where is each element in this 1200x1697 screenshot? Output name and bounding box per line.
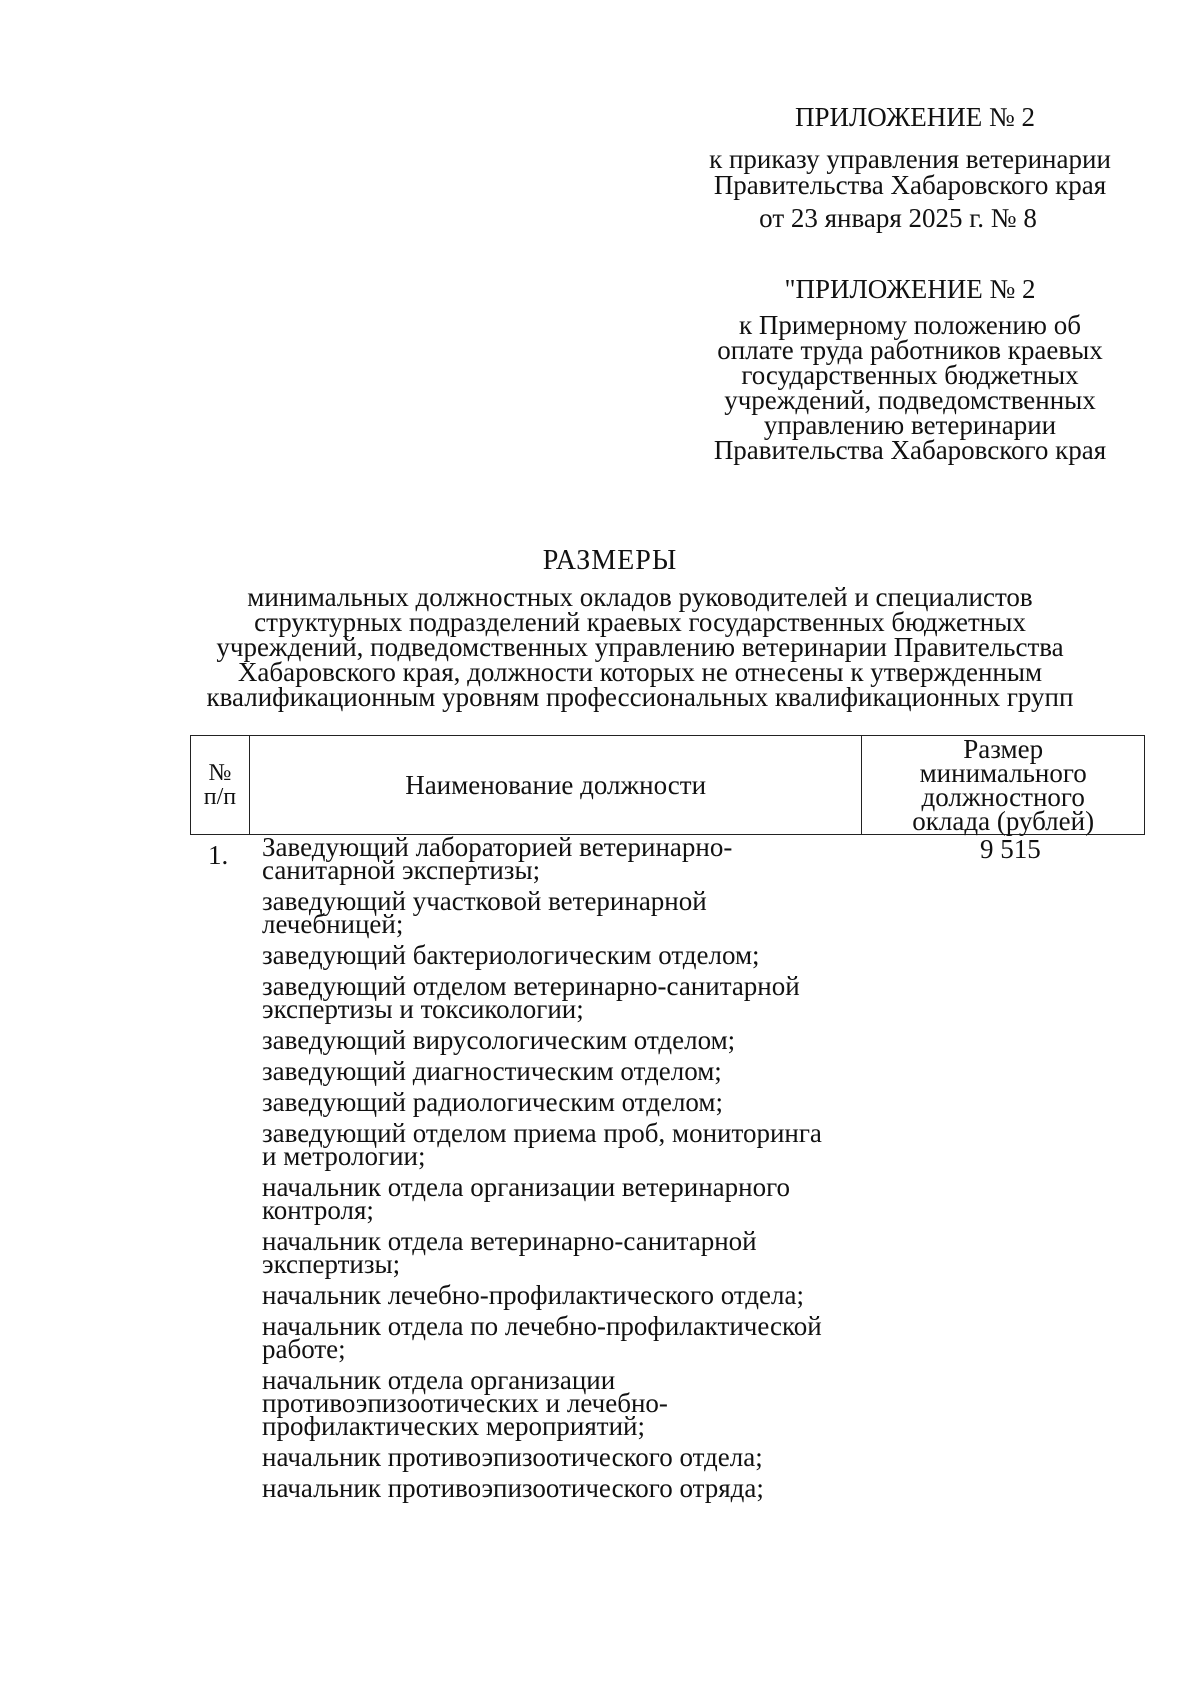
position-line: начальник отдела организации ветеринарного xyxy=(262,1172,791,1202)
header-size-line: оклада (рублей) xyxy=(912,806,1095,836)
position-line: начальник противоэпизоотического отдела; xyxy=(262,1442,763,1472)
header-number-sign: № xyxy=(208,760,232,786)
position-line: профилактических мероприятий; xyxy=(262,1411,645,1441)
position-line: заведующий отделом ветеринарно-санитарной xyxy=(262,971,800,1001)
position-item xyxy=(262,1025,902,1055)
position-item xyxy=(262,1365,902,1441)
position-item xyxy=(262,1226,902,1279)
position-item xyxy=(262,940,902,970)
position-item xyxy=(262,1172,902,1225)
position-line: начальник отдела организации xyxy=(262,1365,616,1395)
appendix-title: ПРИЛОЖЕНИЕ № 2 xyxy=(794,102,1036,132)
subtitle-line: Хабаровского края, должности которых не отнесены к утвержденным xyxy=(237,657,1043,687)
position-item xyxy=(262,1118,902,1171)
position-line: экспертизы и токсикологии; xyxy=(262,994,584,1024)
header-number-abbr: п/п xyxy=(203,784,237,810)
order-date: от 23 января 2025 г. № 8 xyxy=(759,203,1037,233)
position-line: заведующий участковой ветеринарной xyxy=(262,886,707,916)
subtitle-line: структурных подразделений краевых государственных бюджетных xyxy=(254,607,1026,637)
document-title: РАЗМЕРЫ xyxy=(542,545,678,576)
position-line: заведующий радиологическим отделом; xyxy=(262,1087,724,1117)
position-list xyxy=(262,832,902,1508)
position-line: экспертизы; xyxy=(262,1249,401,1279)
subtitle-line: минимальных должностных окладов руководителей и специалистов xyxy=(247,582,1033,612)
appendix-title-quoted: "ПРИЛОЖЕНИЕ № 2 xyxy=(784,274,1036,304)
regulation-line: к Примерному положению об xyxy=(739,310,1081,340)
salary-value: 9 515 xyxy=(980,834,1041,864)
position-item xyxy=(262,886,902,939)
header-number xyxy=(191,736,250,835)
header-size-line: Размер xyxy=(963,734,1044,764)
position-item xyxy=(262,1056,902,1086)
regulation-line: учреждений, подведомственных xyxy=(724,385,1096,415)
position-line: лечебницей; xyxy=(262,909,404,939)
position-line: работе; xyxy=(262,1334,346,1364)
position-line: контроля; xyxy=(262,1195,374,1225)
position-line: начальник отдела ветеринарно-санитарной xyxy=(262,1226,757,1256)
regulation-line: управлению ветеринарии xyxy=(763,410,1057,440)
subtitle-line: учреждений, подведомственных управлению ветеринарии Правительства xyxy=(216,632,1064,662)
position-line: заведующий диагностическим отделом; xyxy=(262,1056,722,1086)
regulation-line: оплате труда работников краевых xyxy=(717,335,1103,365)
position-line: начальник отдела по лечебно-профилактической xyxy=(262,1311,822,1341)
position-line: заведующий бактериологическим отделом; xyxy=(262,940,760,970)
position-line: заведующий отделом приема проб, мониторинга xyxy=(262,1118,822,1148)
position-line: санитарной экспертизы; xyxy=(262,855,541,885)
order-reference xyxy=(690,146,1130,198)
document-subtitle xyxy=(160,582,1120,712)
position-item xyxy=(262,1280,902,1310)
position-line: и метрологии; xyxy=(262,1141,426,1171)
salary-table-header xyxy=(190,735,1145,835)
position-item xyxy=(262,1087,902,1117)
position-item xyxy=(262,971,902,1024)
position-line: начальник лечебно-профилактического отдела; xyxy=(262,1280,804,1310)
regulation-reference xyxy=(690,310,1130,465)
regulation-line: государственных бюджетных xyxy=(741,360,1079,390)
header-size-line: должностного xyxy=(921,782,1085,812)
header-size-line: минимального xyxy=(919,758,1087,788)
subtitle-line: квалификационным уровням профессиональных квалификационных групп xyxy=(206,682,1074,712)
header-salary-size xyxy=(862,736,1145,835)
order-line: к приказу управления ветеринарии xyxy=(709,144,1111,174)
position-line: противоэпизоотических и лечебно- xyxy=(262,1388,668,1418)
position-line: начальник противоэпизоотического отряда; xyxy=(262,1473,764,1503)
position-item xyxy=(262,832,902,885)
position-item xyxy=(262,1473,902,1503)
order-line: Правительства Хабаровского края xyxy=(713,170,1107,200)
position-line: заведующий вирусологическим отделом; xyxy=(262,1025,736,1055)
position-item xyxy=(262,1442,902,1472)
regulation-line: Правительства Хабаровского края xyxy=(713,435,1107,465)
position-item xyxy=(262,1311,902,1364)
row-number: 1. xyxy=(208,840,229,870)
position-line: Заведующий лабораторией ветеринарно- xyxy=(262,832,733,862)
header-position-name: Наименование должности xyxy=(249,736,862,835)
